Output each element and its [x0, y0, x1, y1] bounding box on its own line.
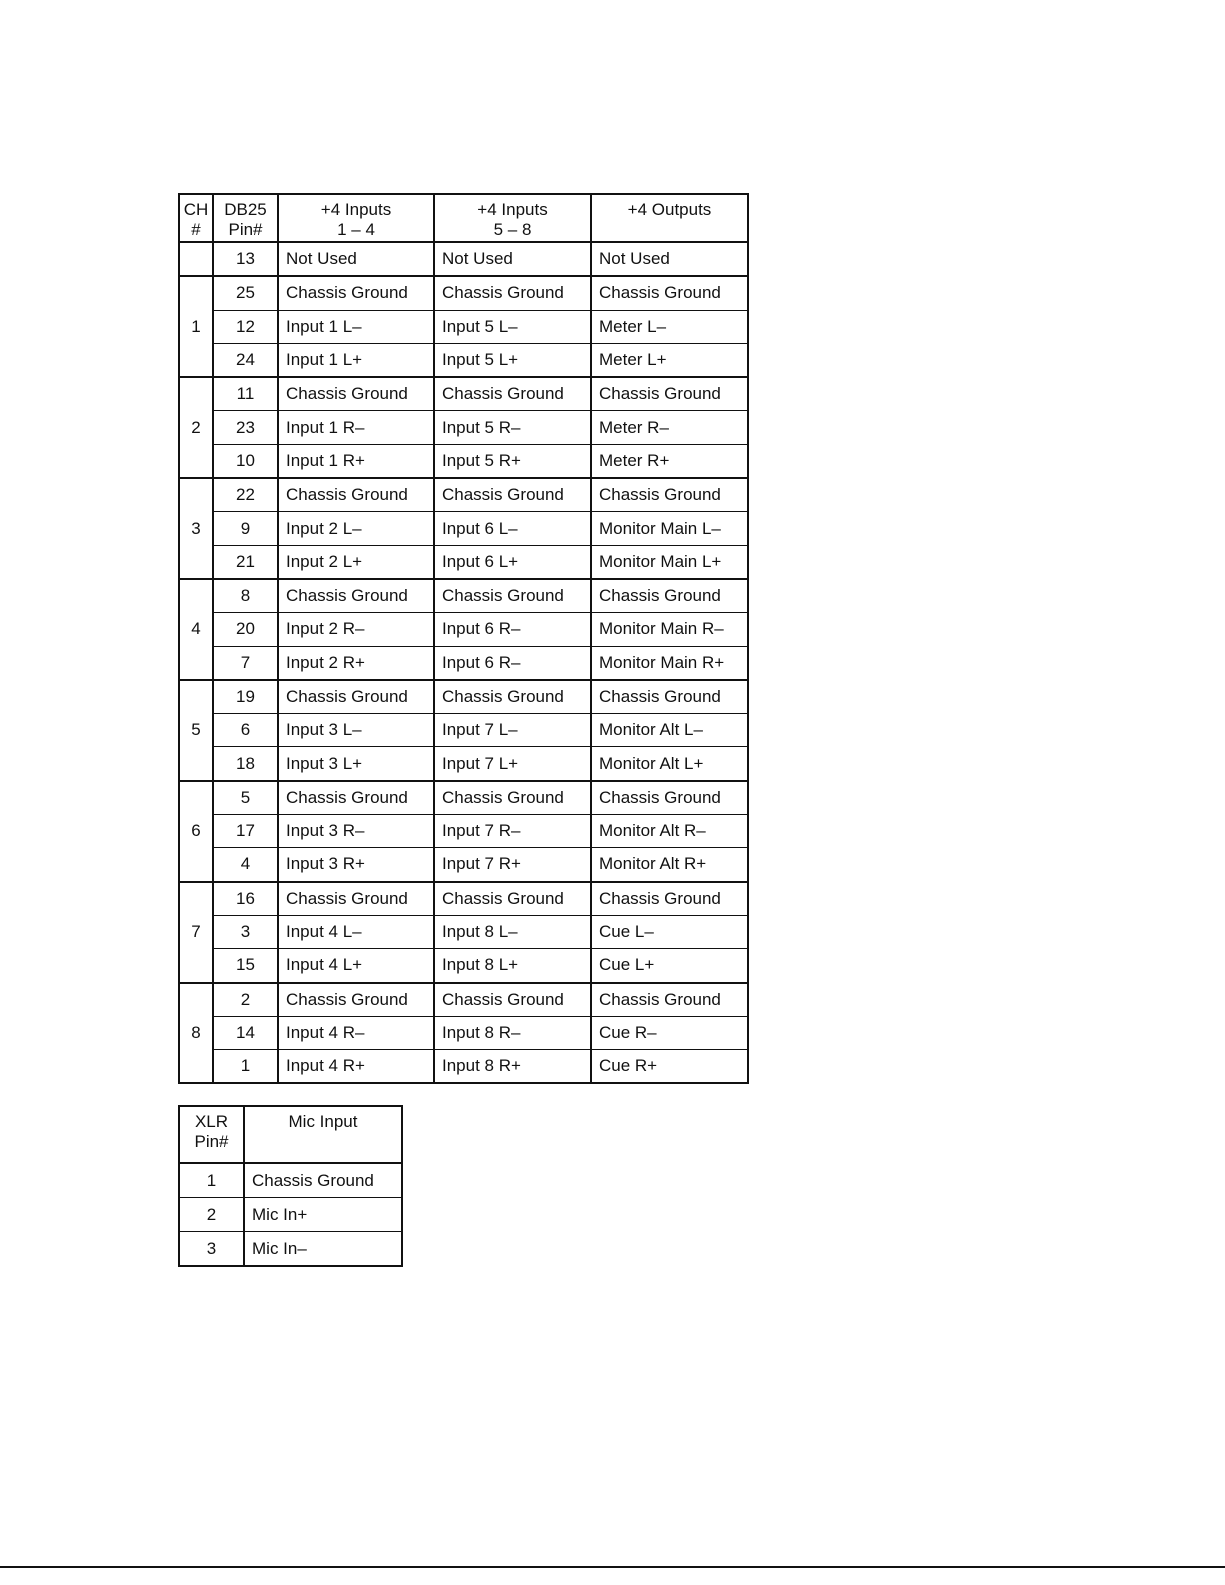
inputs-5-8-cell: Input 8 R–	[434, 1016, 591, 1049]
ch-cell: 4	[179, 579, 213, 680]
inputs-5-8-cell: Chassis Ground	[434, 579, 591, 613]
pin-cell: 18	[213, 747, 278, 781]
inputs-5-8-cell: Input 5 L–	[434, 310, 591, 343]
table-row	[179, 882, 748, 916]
inputs-1-4-cell: Input 3 L–	[278, 714, 434, 747]
pin-cell: 8	[213, 579, 278, 613]
pin-cell: 13	[213, 242, 278, 276]
inputs-1-4-cell: Chassis Ground	[278, 781, 434, 815]
ch-cell: 5	[179, 680, 213, 781]
outputs-cell: Cue R–	[591, 1016, 748, 1049]
xlr-pin-cell: 1	[179, 1163, 244, 1198]
inputs-1-4-cell: Chassis Ground	[278, 579, 434, 613]
inputs-1-4-cell: Input 3 R–	[278, 815, 434, 848]
table-row	[179, 949, 748, 983]
outputs-cell: Chassis Ground	[591, 276, 748, 310]
inputs-1-4-cell: Input 1 R+	[278, 444, 434, 478]
pin-cell: 25	[213, 276, 278, 310]
table-row	[179, 781, 748, 815]
inputs-5-8-cell: Input 8 L–	[434, 915, 591, 948]
inputs-5-8-cell: Chassis Ground	[434, 377, 591, 411]
inputs-5-8-cell: Chassis Ground	[434, 680, 591, 714]
outputs-cell: Chassis Ground	[591, 882, 748, 916]
outputs-cell: Meter R+	[591, 444, 748, 478]
pin-cell: 23	[213, 411, 278, 444]
pin-cell: 19	[213, 680, 278, 714]
inputs-5-8-cell: Input 5 R+	[434, 444, 591, 478]
outputs-cell: Chassis Ground	[591, 579, 748, 613]
outputs-cell: Chassis Ground	[591, 377, 748, 411]
pin-cell: 2	[213, 983, 278, 1017]
pin-cell: 14	[213, 1016, 278, 1049]
inputs-5-8-cell: Input 7 L+	[434, 747, 591, 781]
inputs-1-4-cell: Input 2 R–	[278, 613, 434, 646]
inputs-1-4-cell: Input 3 R+	[278, 848, 434, 882]
outputs-cell: Not Used	[591, 242, 748, 276]
outputs-cell: Monitor Alt L+	[591, 747, 748, 781]
inputs-1-4-cell: Not Used	[278, 242, 434, 276]
mic-input-cell: Chassis Ground	[244, 1163, 402, 1198]
ch-cell: 2	[179, 377, 213, 478]
inputs-1-4-cell: Input 2 L–	[278, 512, 434, 545]
outputs-cell: Monitor Main R+	[591, 646, 748, 680]
inputs-1-4-cell: Chassis Ground	[278, 882, 434, 916]
xlr-header-row	[179, 1106, 402, 1163]
inputs-1-4-cell: Chassis Ground	[278, 377, 434, 411]
table-row	[179, 377, 748, 411]
inputs-5-8-cell: Input 6 L–	[434, 512, 591, 545]
outputs-cell: Monitor Alt L–	[591, 714, 748, 747]
inputs-5-8-cell: Input 6 R–	[434, 613, 591, 646]
inputs-1-4-cell: Input 1 L+	[278, 343, 434, 377]
table-row	[179, 983, 748, 1017]
inputs-1-4-cell: Chassis Ground	[278, 680, 434, 714]
inputs-1-4-cell: Input 4 R–	[278, 1016, 434, 1049]
outputs-cell: Chassis Ground	[591, 478, 748, 512]
ch-cell: 6	[179, 781, 213, 882]
pin-cell: 22	[213, 478, 278, 512]
pin-cell: 16	[213, 882, 278, 916]
table-row	[179, 680, 748, 714]
inputs-5-8-cell: Input 8 R+	[434, 1050, 591, 1084]
ch-cell: 8	[179, 983, 213, 1084]
pin-cell: 9	[213, 512, 278, 545]
inputs-5-8-cell: Input 6 R–	[434, 646, 591, 680]
outputs-cell: Chassis Ground	[591, 983, 748, 1017]
table-row	[179, 815, 748, 848]
table-row	[179, 310, 748, 343]
table-row	[179, 545, 748, 579]
db25-header-row	[179, 194, 748, 242]
pin-cell: 24	[213, 343, 278, 377]
inputs-1-4-cell: Chassis Ground	[278, 478, 434, 512]
table-row	[179, 1016, 748, 1049]
table-row	[179, 1232, 402, 1267]
table-row	[179, 276, 748, 310]
outputs-cell: Meter R–	[591, 411, 748, 444]
header-xlr-pin: XLR Pin#	[179, 1106, 244, 1163]
table-row	[179, 512, 748, 545]
outputs-cell: Meter L+	[591, 343, 748, 377]
inputs-5-8-cell: Input 7 L–	[434, 714, 591, 747]
outputs-cell: Cue R+	[591, 1050, 748, 1084]
table-row	[179, 478, 748, 512]
inputs-5-8-cell: Chassis Ground	[434, 983, 591, 1017]
xlr-pin-cell: 3	[179, 1232, 244, 1267]
inputs-5-8-cell: Chassis Ground	[434, 781, 591, 815]
inputs-1-4-cell: Input 2 L+	[278, 545, 434, 579]
inputs-1-4-cell: Input 4 L+	[278, 949, 434, 983]
inputs-1-4-cell: Input 1 L–	[278, 310, 434, 343]
ch-cell: 7	[179, 882, 213, 983]
inputs-5-8-cell: Input 8 L+	[434, 949, 591, 983]
inputs-1-4-cell: Input 2 R+	[278, 646, 434, 680]
pin-cell: 1	[213, 1050, 278, 1084]
inputs-5-8-cell: Not Used	[434, 242, 591, 276]
xlr-pinout-table	[178, 1105, 403, 1267]
table-row	[179, 915, 748, 948]
footer-rule	[0, 1566, 1225, 1568]
inputs-5-8-cell: Input 7 R+	[434, 848, 591, 882]
xlr-pin-cell: 2	[179, 1198, 244, 1232]
inputs-1-4-cell: Input 1 R–	[278, 411, 434, 444]
table-row	[179, 1163, 402, 1198]
table-row	[179, 747, 748, 781]
inputs-5-8-cell: Input 5 L+	[434, 343, 591, 377]
ch-cell: 1	[179, 276, 213, 377]
pin-cell: 4	[213, 848, 278, 882]
table-row	[179, 579, 748, 613]
outputs-cell: Monitor Main L–	[591, 512, 748, 545]
header-inputs-5-8: +4 Inputs 5 – 8	[434, 194, 591, 242]
inputs-1-4-cell: Chassis Ground	[278, 983, 434, 1017]
ch-cell-empty	[179, 242, 213, 276]
outputs-cell: Cue L–	[591, 915, 748, 948]
outputs-cell: Monitor Alt R+	[591, 848, 748, 882]
pin-cell: 17	[213, 815, 278, 848]
mic-input-cell: Mic In+	[244, 1198, 402, 1232]
table-row	[179, 411, 748, 444]
outputs-cell: Cue L+	[591, 949, 748, 983]
pin-cell: 20	[213, 613, 278, 646]
header-outputs: +4 Outputs	[591, 194, 748, 242]
outputs-cell: Monitor Main R–	[591, 613, 748, 646]
inputs-5-8-cell: Chassis Ground	[434, 882, 591, 916]
table-row-unused	[179, 242, 748, 276]
inputs-1-4-cell: Chassis Ground	[278, 276, 434, 310]
inputs-5-8-cell: Input 5 R–	[434, 411, 591, 444]
inputs-5-8-cell: Chassis Ground	[434, 276, 591, 310]
inputs-1-4-cell: Input 4 R+	[278, 1050, 434, 1084]
table-row	[179, 343, 748, 377]
header-mic-input: Mic Input	[244, 1106, 402, 1163]
outputs-cell: Chassis Ground	[591, 680, 748, 714]
inputs-5-8-cell: Chassis Ground	[434, 478, 591, 512]
outputs-cell: Meter L–	[591, 310, 748, 343]
table-row	[179, 444, 748, 478]
ch-cell: 3	[179, 478, 213, 579]
table-row	[179, 848, 748, 882]
header-inputs-1-4: +4 Inputs 1 – 4	[278, 194, 434, 242]
inputs-1-4-cell: Input 3 L+	[278, 747, 434, 781]
inputs-1-4-cell: Input 4 L–	[278, 915, 434, 948]
pin-cell: 5	[213, 781, 278, 815]
pin-cell: 6	[213, 714, 278, 747]
pin-cell: 3	[213, 915, 278, 948]
table-row	[179, 714, 748, 747]
pin-cell: 12	[213, 310, 278, 343]
pin-cell: 21	[213, 545, 278, 579]
outputs-cell: Monitor Main L+	[591, 545, 748, 579]
mic-input-cell: Mic In–	[244, 1232, 402, 1267]
inputs-5-8-cell: Input 7 R–	[434, 815, 591, 848]
db25-pinout-table	[178, 193, 749, 1084]
table-row	[179, 613, 748, 646]
header-ch: CH #	[179, 194, 213, 242]
outputs-cell: Monitor Alt R–	[591, 815, 748, 848]
inputs-5-8-cell: Input 6 L+	[434, 545, 591, 579]
pin-cell: 7	[213, 646, 278, 680]
outputs-cell: Chassis Ground	[591, 781, 748, 815]
table-row	[179, 1050, 748, 1084]
pin-cell: 10	[213, 444, 278, 478]
pin-cell: 15	[213, 949, 278, 983]
table-row	[179, 1198, 402, 1232]
pin-cell: 11	[213, 377, 278, 411]
table-row	[179, 646, 748, 680]
header-db25-pin: DB25 Pin#	[213, 194, 278, 242]
